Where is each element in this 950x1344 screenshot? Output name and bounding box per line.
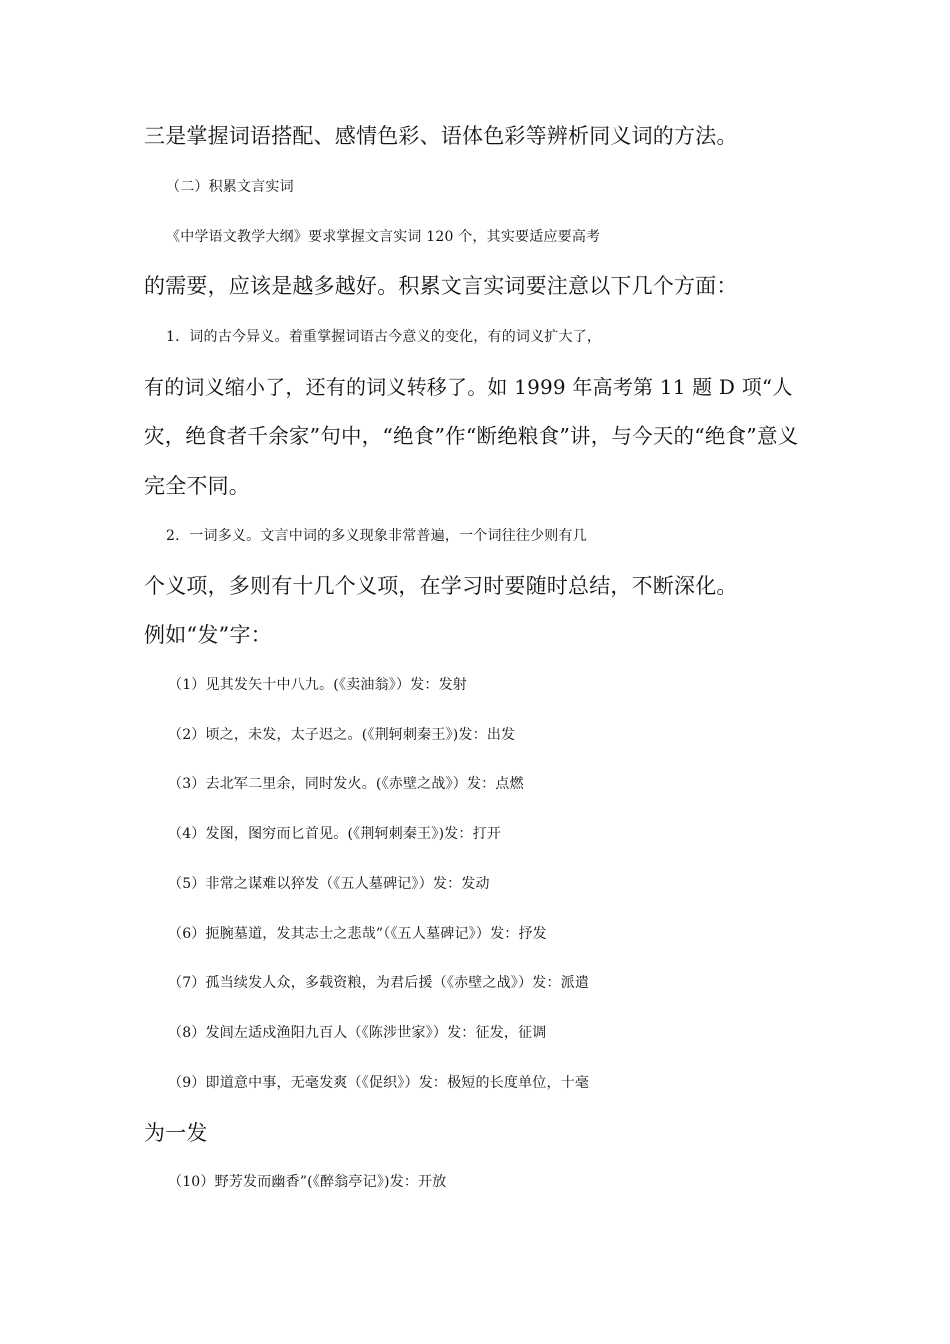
example-item: （10）野芳发而幽香”(《醉翁亭记》)发：开放 (168, 1174, 447, 1190)
example-item: （1）见其发矢十中八九。(《卖油翁》）发：发射 (168, 677, 467, 693)
example-item: （3）去北军二里余，同时发火。(《赤壁之战》）发：点燃 (168, 776, 524, 792)
paragraph-line: 《中学语文教学大纲》要求掌握文言实词 120 个，其实要适应要高考 (166, 229, 601, 245)
example-item-continuation: 为一发 (144, 1121, 208, 1145)
paragraph-line: 有的词义缩小了，还有的词义转移了。如 1999 年高考第 11 题 D 项“人 (144, 375, 793, 399)
paragraph-line: 2．一词多义。文言中词的多义现象非常普遍，一个词往往少则有几 (166, 528, 587, 544)
example-item: （6）扼腕墓道，发其志士之悲哉”（《五人墓碑记》）发：抒发 (168, 926, 547, 942)
section-heading: （二）积累文言实词 (166, 179, 294, 195)
example-item: （4）发图，图穷而匕首见。(《荆轲刺秦王》)发：打开 (168, 826, 502, 842)
paragraph-line: 三是掌握词语搭配、感情色彩、语体色彩等辨析同义词的方法。 (144, 124, 738, 148)
example-item: （2）顷之，未发，太子迟之。(《荆轲刺秦王》)发：出发 (168, 727, 516, 743)
paragraph-line: 个义项，多则有十几个义项，在学习时要随时总结，不断深化。 (144, 574, 738, 598)
example-item: （5）非常之谋难以猝发（《五人墓碑记》）发：发动 (168, 876, 490, 892)
example-item: （9）即道意中事，无毫发爽（《促织》）发：极短的长度单位，十毫 (168, 1075, 590, 1091)
example-item: （8）发闾左适戍渔阳九百人（《陈涉世家》）发：征发，征调 (168, 1025, 547, 1041)
paragraph-line: 的需要，应该是越多越好。积累文言实词要注意以下几个方面： (144, 274, 738, 298)
paragraph-line: 例如“发”字： (144, 623, 272, 647)
paragraph-line: 1．词的古今异义。着重掌握词语古今意义的变化，有的词义扩大了， (166, 329, 602, 345)
paragraph-line: 完全不同。 (144, 474, 250, 498)
paragraph-line: 灾，绝食者千余家”句中，“绝食”作“断绝粮食”讲，与今天的“绝食”意义 (144, 424, 799, 448)
example-item: （7）孤当续发人众，多载资粮，为君后援（《赤壁之战》）发：派遣 (168, 975, 590, 991)
